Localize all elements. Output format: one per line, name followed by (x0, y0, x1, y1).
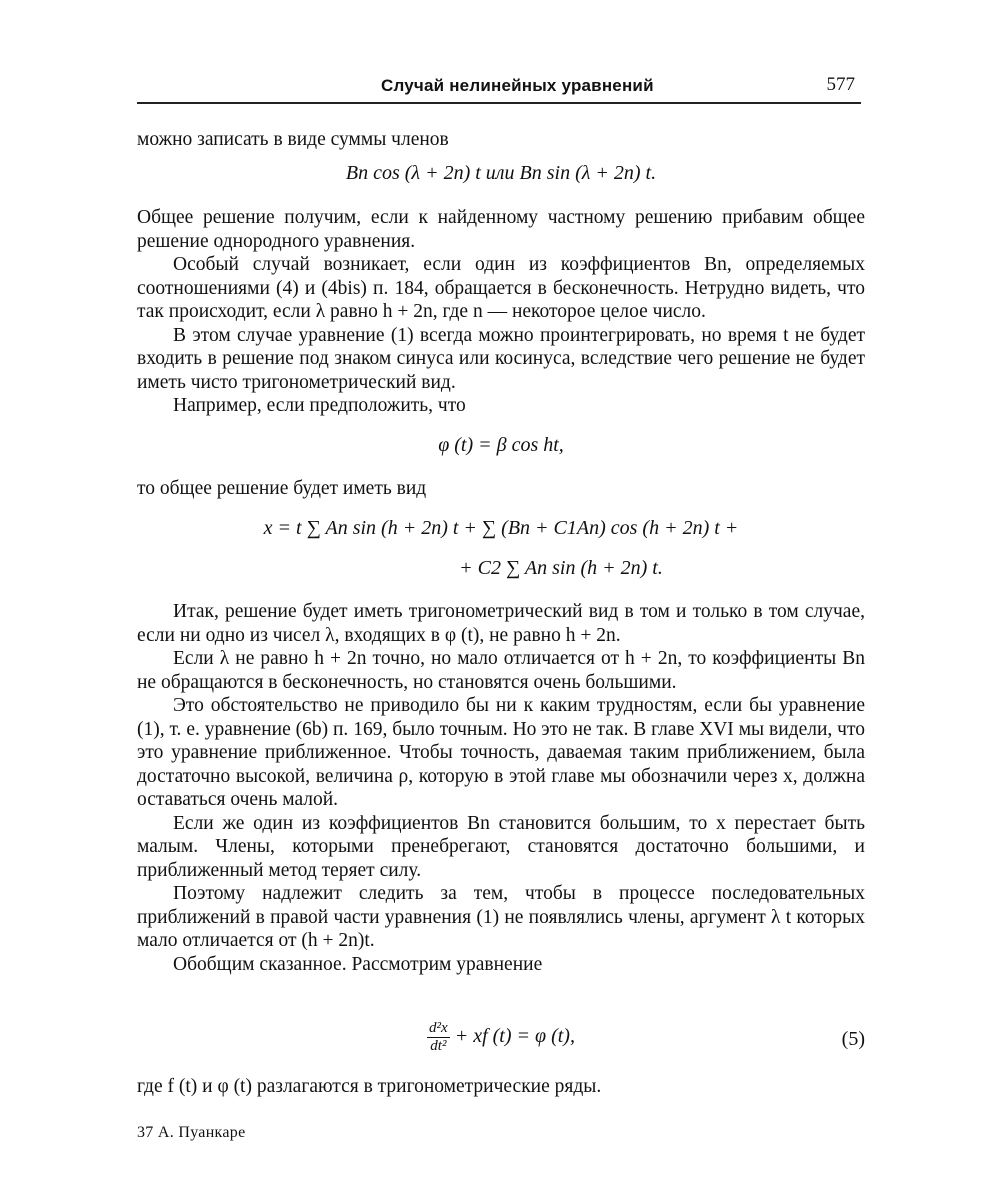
equation-rest: + xf (t) = φ (t), (454, 1025, 575, 1048)
formula-phi: φ (t) = β cos ht, (438, 434, 564, 456)
text-block-4 (137, 600, 865, 976)
paragraph: Особый случай возникает, если один из коэффициентов Bn, определяемых соотношениями (4) и (4bis) п. 184, обращается в бесконечность. Нетрудно видеть, что так происходит, если λ равно h + 2n, где n — некоторое целое число. (137, 254, 865, 322)
paragraph: можно записать в виде суммы членов (137, 129, 449, 150)
fraction-denominator: dt² (430, 1038, 447, 1054)
equation-5 (137, 1020, 865, 1055)
paragraph: Если λ не равно h + 2n точно, но мало отличается от h + 2n, то коэффициенты Bn не обращаются в бесконечность, но становятся очень большими. (137, 648, 865, 693)
paragraph: Если же один из коэффициентов Bn становится большим, то x перестает быть малым. Члены, которыми пренебрегают, становятся достаточно большими, и приближенный метод теряет силу. (137, 812, 865, 881)
text-block-2 (137, 206, 865, 418)
paragraph: Общее решение получим, если к найденному частному решению прибавим общее решение однородного уравнения. (137, 207, 865, 252)
formula-general-solution-line2: + C2 ∑ An sin (h + 2n) t. (459, 557, 663, 579)
page-number: 577 (826, 74, 855, 95)
text-block-3 (137, 477, 865, 501)
signature-mark: 37 А. Пуанкаре (137, 1124, 246, 1141)
fraction (427, 1020, 450, 1055)
paragraph: Итак, решение будет иметь тригонометрический вид в том и только в том случае, если ни одно из чисел λ, входящих в φ (t), не равно h + 2n. (137, 601, 865, 646)
text-block-1 (137, 128, 865, 152)
equation-number: (5) (841, 1028, 865, 1050)
paragraph: где f (t) и φ (t) разлагаются в тригонометрические ряды. (137, 1076, 602, 1097)
text-block-5 (137, 1075, 865, 1099)
paragraph: то общее решение будет иметь вид (137, 478, 427, 499)
fraction-numerator: d²x (429, 1020, 448, 1036)
paragraph: Например, если предположить, что (173, 395, 466, 416)
formula-cos-sin: Bn cos (λ + 2n) t или Bn sin (λ + 2n) t. (345, 162, 657, 184)
page-header (137, 72, 861, 104)
formula-general-solution-line1: x = t ∑ An sin (h + 2n) t + ∑ (Bn + C1An) cos (h + 2n) t + (263, 517, 739, 539)
paragraph: В этом случае уравнение (1) всегда можно проинтегрировать, но время t не будет входить в решение под знаком синуса или косинуса, вследствие чего решение не будет иметь чисто тригонометрический вид. (137, 324, 865, 393)
running-title: Случай нелинейных уравнений (381, 76, 654, 95)
paragraph: Обобщим сказанное. Рассмотрим уравнение (173, 953, 543, 975)
paragraph: Поэтому надлежит следить за тем, чтобы в процессе последовательных приближений в правой части уравнения (1) не появлялись члены, аргумент λ t которых мало отличается от (h + 2n)t. (137, 883, 865, 951)
paragraph: Это обстоятельство не приводило бы ни к каким трудностям, если бы уравнение (1), т. е. уравнение (6b) п. 169, было точным. Но это не так. В главе XVI мы видели, что это уравнение приближенное. Чтобы точность, даваемая таким приближением, была достаточно высокой, величина ρ, которую в этой главе мы обозначили через x, должна оставаться очень малой. (137, 695, 865, 810)
